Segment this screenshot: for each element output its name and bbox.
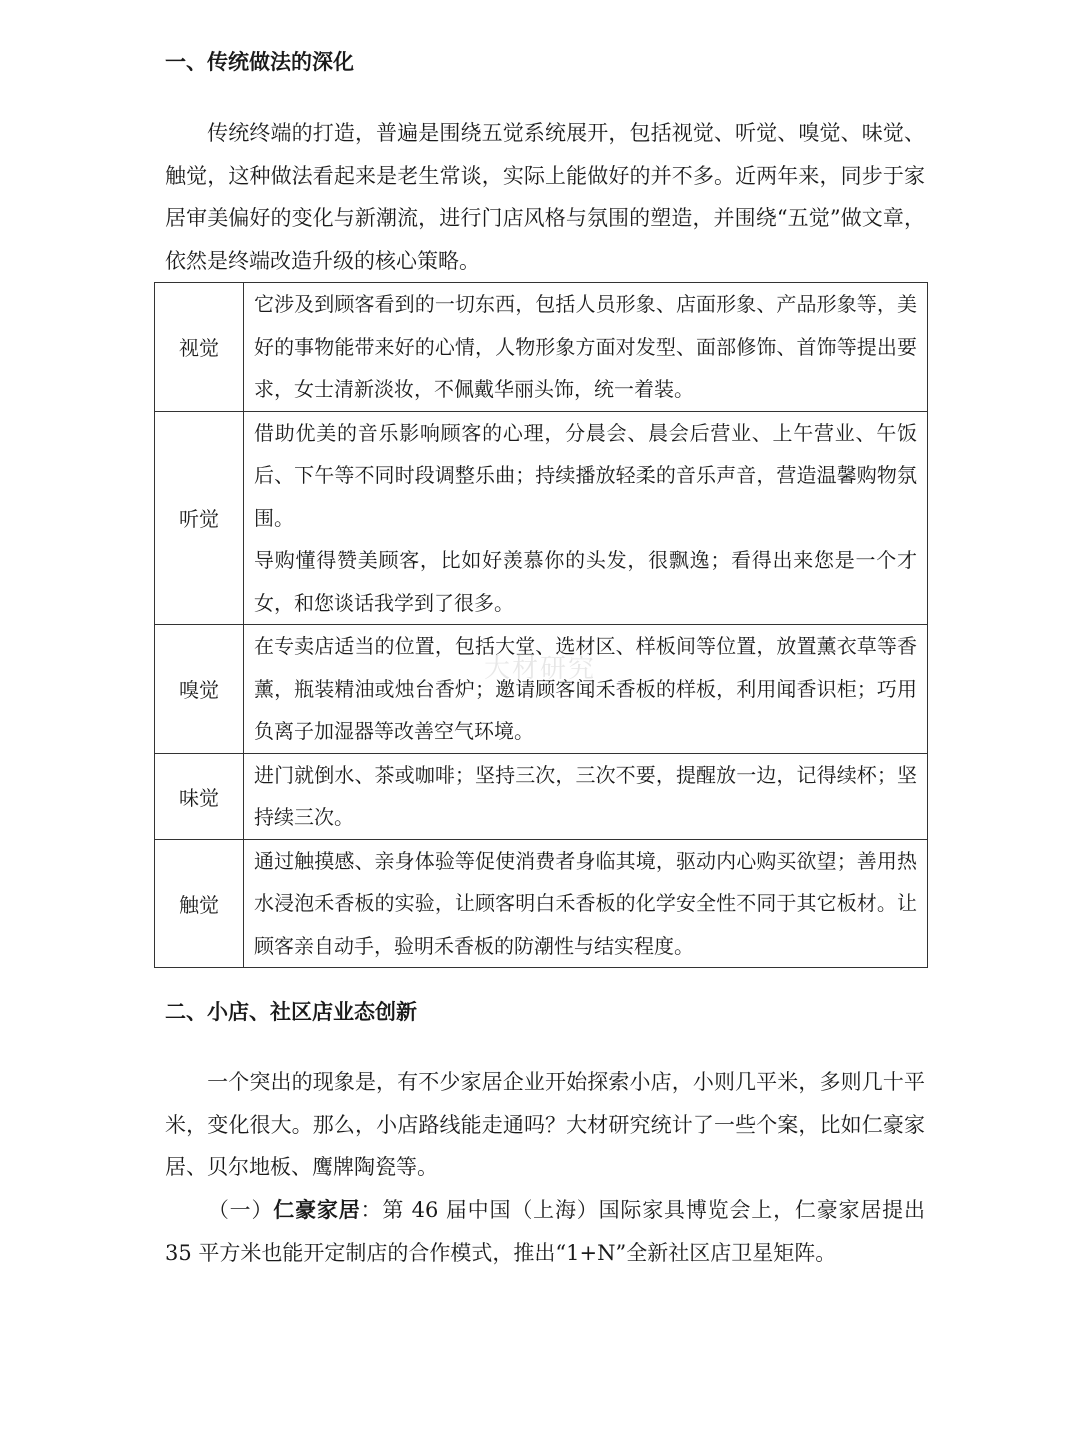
sense-label: 视觉 xyxy=(155,283,244,412)
sense-description-line: 借助优美的音乐影响顾客的心理，分晨会、晨会后营业、上午营业、午饭后、下午等不同时段调整乐曲；持续播放轻柔的音乐声音，营造温馨购物氛围。 xyxy=(254,420,917,530)
table-row xyxy=(155,283,928,412)
table-row xyxy=(155,753,928,839)
sense-label: 嗅觉 xyxy=(155,625,244,754)
table-row xyxy=(155,411,928,625)
sense-description xyxy=(244,411,928,625)
sense-description xyxy=(244,753,928,839)
sense-description-line: 在专卖店适当的位置，包括大堂、选材区、样板间等位置，放置薰衣草等香薰，瓶装精油或烛台香炉；邀请顾客闻禾香板的样板，利用闻香识柜；巧用负离子加湿器等改善空气环境。 xyxy=(254,634,917,743)
paragraph-prefix: （一） xyxy=(207,1198,274,1222)
company-name: 仁豪家居 xyxy=(273,1198,361,1222)
five-senses-table xyxy=(154,282,928,968)
section-2-paragraph-1 xyxy=(165,1061,925,1189)
sense-description-line: 它涉及到顾客看到的一切东西，包括人员形象、店面形象、产品形象等，美好的事物能带来好的心情，人物形象方面对发型、面部修饰、首饰等提出要求，女士清新淡妆，不佩戴华丽头饰，统一着装。 xyxy=(254,292,917,401)
watermark: 大材研究 xyxy=(484,654,597,684)
table-row xyxy=(155,625,928,754)
sense-description-line: 导购懂得赞美顾客，比如好羡慕你的头发，很飘逸；看得出来您是一个才女，和您谈话我学到了很多。 xyxy=(254,548,917,615)
sense-description xyxy=(244,839,928,968)
sense-label: 味觉 xyxy=(155,753,244,839)
section-2-paragraph-2 xyxy=(165,1189,925,1274)
table-row xyxy=(155,839,928,968)
sense-description-line: 通过触摸感、亲身体验等促使消费者身临其境，驱动内心购买欲望；善用热水浸泡禾香板的实验，让顾客明白禾香板的化学安全性不同于其它板材。让顾客亲自动手，验明禾香板的防潮性与结实程度。 xyxy=(254,848,917,958)
section-1-intro-text: 传统终端的打造，普遍是围绕五觉系统展开，包括视觉、听觉、嗅觉、味觉、触觉，这种做法看起来是老生常谈，实际上能做好的并不多。近两年来，同步于家居审美偏好的变化与新潮流，进行门店风格与氛围的塑造，并围绕“五觉”做文章，依然是终端改造升级的核心策略。 xyxy=(165,121,925,273)
section-heading-2: 二、小店、社区店业态创新 xyxy=(165,1000,417,1024)
sense-description xyxy=(244,283,928,412)
sense-description-line: 进门就倒水、茶或咖啡；坚持三次，三次不要，提醒放一边，记得续杯；坚持续三次。 xyxy=(254,762,917,829)
section-2-paragraph-1-text: 一个突出的现象是，有不少家居企业开始探索小店，小则几平米，多则几十平米，变化很大。那么，小店路线能走通吗？大材研究统计了一些个案，比如仁豪家居、贝尔地板、鹰牌陶瓷等。 xyxy=(165,1070,925,1179)
sense-label: 听觉 xyxy=(155,411,244,625)
sense-label: 触觉 xyxy=(155,839,244,968)
section-1-intro xyxy=(165,112,925,282)
paragraph-body: ：第 46 届中国（上海）国际家具博览会上，仁豪家居提出 35 平方米也能开定制店的合作模式，推出“1+N”全新社区店卫星矩阵。 xyxy=(165,1198,925,1265)
section-heading-1: 一、传统做法的深化 xyxy=(165,50,354,74)
sense-description xyxy=(244,625,928,754)
